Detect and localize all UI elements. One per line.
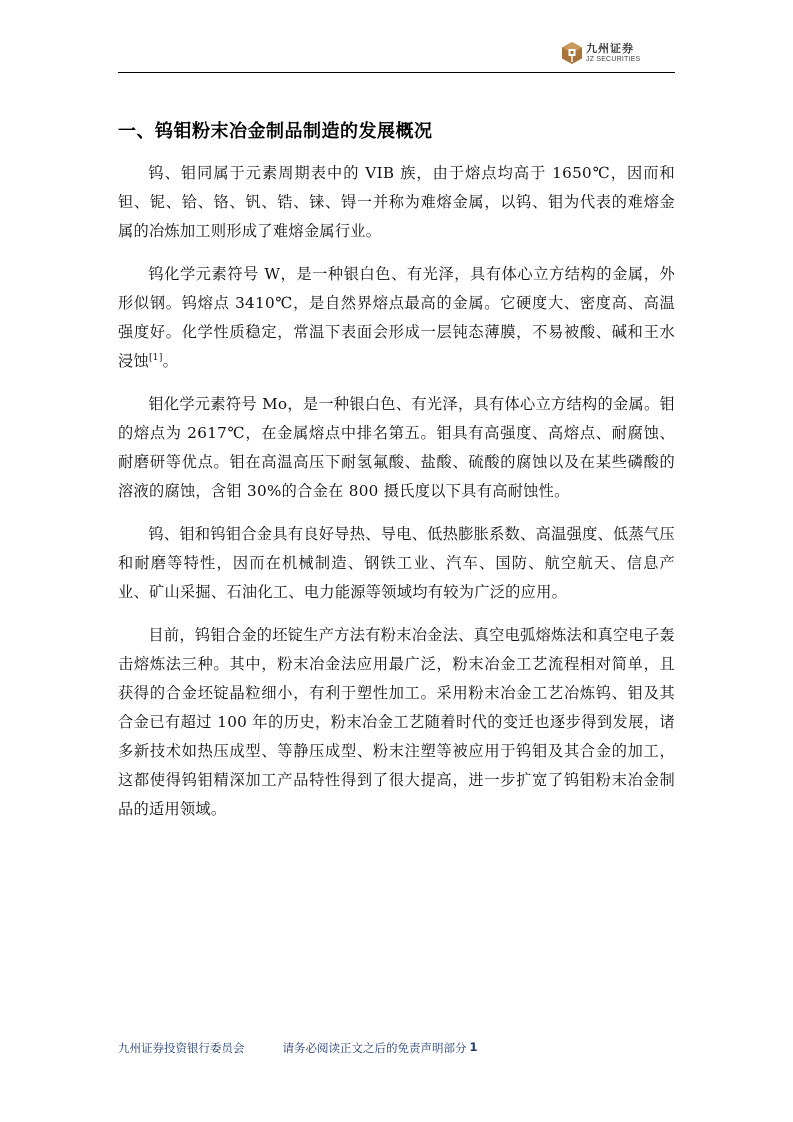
logo-english-name: JZ SECURITIES bbox=[586, 56, 641, 63]
paragraph-tungsten-tail: 。 bbox=[162, 352, 179, 370]
jz-logo-icon bbox=[562, 42, 582, 64]
paragraph-molybdenum: 钼化学元素符号 Mo，是一种银白色、有光泽，具有体心立方结构的金属。钼的熔点为 2617℃，在金属熔点中排名第五。钼具有高强度、高熔点、耐腐蚀、耐磨研等优点。钼在高温高压下耐氢氟酸、盐酸、硫酸的腐蚀以及在某些磷酸的溶液的腐蚀，含钼 30%的合金在 800 摄氏度以下具有高耐蚀性。 bbox=[118, 395, 675, 500]
header-logo bbox=[562, 38, 682, 68]
footer-committee: 九州证券投资银行委员会 bbox=[118, 1041, 245, 1055]
paragraph-tungsten-text: 钨化学元素符号 W，是一种银白色、有光泽，具有体心立方结构的金属，外形似钢。钨熔点 3410℃，是自然界熔点最高的金属。它硬度大、密度高、高温强度好。化学性质稳定，常温下表面会形成一层钝态薄膜，不易被酸、碱和王水浸蚀 bbox=[118, 265, 675, 370]
section-title: 一、钨钼粉末冶金制品制造的发展概况 bbox=[118, 121, 433, 142]
paragraph-powder-metallurgy: 目前，钨钼合金的坯锭生产方法有粉末冶金法、真空电弧熔炼法和真空电子轰击熔炼法三种。其中，粉末冶金法应用最广泛，粉末冶金工艺流程相对简单，且获得的合金坯锭晶粒细小，有利于塑性加工。采用粉末冶金工艺冶炼钨、钼及其合金已有超过 100 年的历史，粉末冶金工艺随着时代的变迁也逐步得到发展，诸多新技术如热压成型、等静压成型、粉末注塑等被应用于钨钼及其合金的加工，这都使得钨钼精深加工产品特性得到了很大提高，进一步扩宽了钨钼粉末冶金制品的适用领域。 bbox=[118, 626, 675, 818]
body-content bbox=[118, 159, 675, 838]
header-divider bbox=[118, 72, 675, 73]
citation-ref[interactable]: [1] bbox=[148, 352, 163, 363]
paragraph-applications: 钨、钼和钨钼合金具有良好导热、导电、低热膨胀系数、高温强度、低蒸气压和耐磨等特性，因而在机械制造、钢铁工业、汽车、国防、航空航天、信息产业、矿山采掘、石油化工、电力能源等领域均有较为广泛的应用。 bbox=[118, 525, 675, 601]
paragraph-tungsten bbox=[118, 260, 675, 376]
footer-disclaimer: 请务必阅读正文之后的免责声明部分 bbox=[282, 1041, 467, 1055]
page-number: 1 bbox=[469, 1040, 478, 1054]
page-footer bbox=[118, 1040, 478, 1056]
logo-chinese-name: 九州证券 bbox=[586, 42, 634, 55]
paragraph-refractory-metals: 钨、钼同属于元素周期表中的 VIB 族，由于熔点均高于 1650℃，因而和钽、铌、铪、铬、钒、锆、铼、锝一并称为难熔金属，以钨、钼为代表的难熔金属的冶炼加工则形成了难熔金属行业。 bbox=[118, 164, 675, 240]
